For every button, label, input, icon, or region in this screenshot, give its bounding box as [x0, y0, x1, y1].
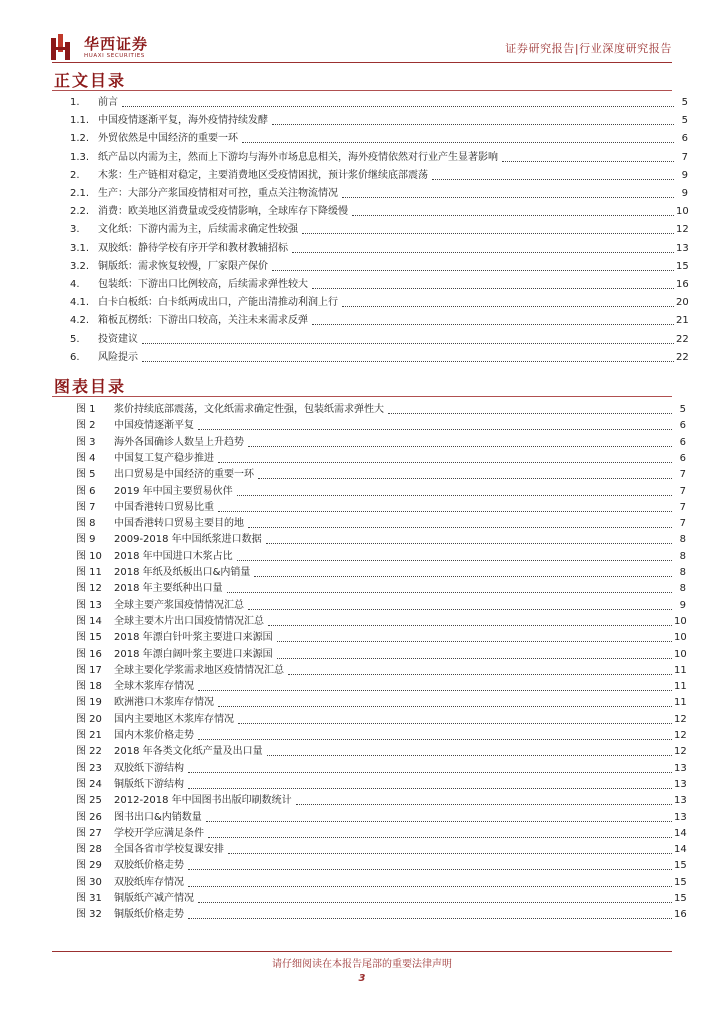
entry-number: 图 24: [76, 778, 102, 790]
entry-page: 13: [676, 242, 689, 254]
entry-page: 10: [676, 206, 689, 218]
entry-page: 5: [681, 97, 688, 108]
toc-entry[interactable]: [70, 114, 688, 128]
dot-leader: [254, 575, 672, 577]
entry-page: 7: [679, 501, 686, 513]
entry-number: 4.1.: [70, 297, 90, 309]
entry-number: 图 32: [76, 909, 102, 921]
entry-number: 图 23: [76, 762, 102, 774]
entry-number: 图 17: [76, 664, 102, 676]
dot-leader: [432, 178, 674, 180]
entry-label: 木浆：生产链相对稳定，主要消费地区受疫情困扰，预计浆价继续底部震荡: [98, 169, 428, 181]
toc-title-divider: [52, 90, 672, 91]
entry-label: 国内木浆价格走势: [114, 730, 194, 741]
entry-number: 图 26: [76, 811, 102, 823]
entry-number: 图 4: [76, 452, 96, 464]
figure-entry[interactable]: [76, 550, 686, 564]
entry-number: 图 14: [76, 615, 102, 627]
entry-page: 11: [674, 697, 687, 709]
entry-label: 双胶纸下游结构: [114, 762, 184, 774]
dot-leader: [142, 360, 674, 362]
entry-page: 12: [676, 224, 689, 236]
figure-entry[interactable]: [76, 745, 686, 759]
entry-number: 图 20: [76, 713, 102, 725]
entry-label: 铜版纸价格走势: [114, 909, 184, 921]
entry-label: 2009-2018 年中国纸浆进口数据: [114, 534, 262, 546]
page-header: [0, 0, 724, 68]
page-number: 3: [358, 973, 366, 984]
entry-label: 生产：大部分产浆国疫情相对可控，重点关注物流情况: [98, 188, 338, 199]
dot-leader: [188, 787, 672, 789]
entry-number: 图 13: [76, 599, 102, 611]
figure-entry[interactable]: [76, 648, 686, 662]
entry-page: 15: [674, 893, 687, 904]
toc-entry[interactable]: [70, 132, 688, 146]
entry-label: 2012-2018 年中国图书出版印刷数统计: [114, 795, 292, 807]
entry-number: 2.: [70, 169, 80, 181]
toc-entry[interactable]: [70, 278, 688, 292]
entry-number: 4.: [70, 279, 80, 290]
entry-page: 10: [674, 648, 687, 660]
dot-leader: [268, 624, 672, 626]
figure-entry[interactable]: [76, 501, 686, 515]
entry-number: 图 3: [76, 436, 96, 448]
entry-label: 白卡白板纸：白卡纸两成出口，产能出清推动利润上行: [98, 297, 338, 309]
entry-number: 图 6: [76, 485, 96, 497]
figure-entry[interactable]: [76, 403, 686, 417]
entry-label: 纸产品以内需为主，然而上下游均与海外市场息息相关，海外疫情依然对行业产生显著影响: [98, 151, 498, 163]
toc-entry[interactable]: [70, 260, 688, 274]
entry-number: 图 5: [76, 469, 96, 481]
company-name: 华西证券: [84, 35, 149, 53]
dot-leader: [198, 689, 672, 691]
dot-leader: [248, 526, 672, 528]
entry-label: 消费：欧美地区消费量或受疫情影响，全球库存下降缓慢: [98, 206, 348, 218]
dot-leader: [188, 885, 672, 887]
entry-number: 图 1: [76, 404, 96, 415]
dot-leader: [266, 542, 672, 544]
entry-page: 7: [679, 518, 686, 530]
entry-page: 12: [674, 746, 687, 758]
entry-page: 10: [674, 632, 687, 644]
figure-entry[interactable]: [76, 615, 686, 629]
entry-label: 中国香港转口贸易主要目的地: [114, 518, 244, 530]
entry-number: 1.: [70, 97, 80, 108]
entry-label: 全球主要木片出口国疫情情况汇总: [114, 615, 264, 627]
toc-entry[interactable]: [70, 151, 688, 165]
dot-leader: [258, 477, 672, 479]
figure-entry[interactable]: [76, 713, 686, 727]
entry-number: 图 27: [76, 827, 102, 839]
entry-page: 6: [679, 420, 686, 432]
dot-leader: [342, 196, 674, 198]
entry-number: 2.2.: [70, 206, 90, 218]
entry-label: 中国疫情逐渐平复: [114, 420, 194, 432]
dot-leader: [272, 269, 674, 271]
entry-number: 1.1.: [70, 115, 90, 127]
entry-label: 浆价持续底部震荡，文化纸需求确定性强，包装纸需求弹性大: [114, 404, 384, 415]
entry-number: 图 10: [76, 550, 102, 562]
entry-page: 12: [674, 713, 687, 725]
figure-entry[interactable]: [76, 811, 686, 825]
entry-page: 15: [674, 876, 687, 888]
footer-divider: [52, 951, 672, 952]
figures-title: 图表目录: [54, 377, 127, 396]
entry-label: 外贸依然是中国经济的重要一环: [98, 133, 238, 145]
entry-label: 双胶纸：静待学校有序开学和教材教辅招标: [98, 242, 288, 254]
entry-page: 8: [679, 583, 686, 595]
dot-leader: [218, 461, 672, 463]
dot-leader: [267, 754, 672, 756]
figure-entry[interactable]: [76, 468, 686, 482]
entry-label: 国内主要地区木浆库存情况: [114, 713, 234, 725]
figure-entry[interactable]: [76, 533, 686, 547]
entry-label: 2018 年主要纸种出口量: [114, 583, 223, 595]
dot-leader: [388, 412, 672, 414]
entry-number: 5.: [70, 333, 80, 345]
entry-number: 图 7: [76, 501, 96, 513]
entry-page: 8: [679, 534, 686, 546]
figure-entry[interactable]: [76, 485, 686, 499]
figure-entry[interactable]: [76, 876, 686, 890]
entry-page: 13: [674, 778, 687, 790]
toc-entry[interactable]: [70, 333, 688, 347]
figure-entry[interactable]: [76, 680, 686, 694]
dot-leader: [277, 640, 672, 642]
entry-label: 双胶纸库存情况: [114, 876, 184, 888]
entry-number: 图 11: [76, 567, 102, 578]
toc-entry[interactable]: [70, 187, 688, 201]
entry-number: 图 21: [76, 730, 102, 741]
dot-leader: [248, 608, 672, 610]
dot-leader: [227, 591, 672, 593]
entry-page: 7: [679, 469, 686, 481]
entry-page: 22: [676, 351, 689, 363]
figure-entry[interactable]: [76, 436, 686, 450]
dot-leader: [312, 323, 674, 325]
dot-leader: [352, 214, 674, 216]
entry-page: 11: [674, 681, 687, 693]
entry-page: 22: [676, 333, 689, 345]
entry-label: 铜版纸产减产情况: [114, 893, 194, 904]
figure-entry[interactable]: [76, 566, 686, 580]
entry-number: 4.2.: [70, 315, 90, 327]
dot-leader: [218, 510, 672, 512]
figure-entry[interactable]: [76, 762, 686, 776]
entry-label: 包装纸：下游出口比例较高，后续需求弹性较大: [98, 279, 308, 290]
figure-entry[interactable]: [76, 517, 686, 531]
entry-page: 15: [674, 860, 687, 872]
entry-page: 8: [679, 567, 686, 578]
entry-page: 6: [681, 133, 688, 145]
entry-number: 图 16: [76, 648, 102, 660]
entry-page: 13: [674, 762, 687, 774]
entry-number: 图 22: [76, 746, 102, 758]
entry-page: 11: [674, 664, 687, 676]
figure-entry[interactable]: [76, 419, 686, 433]
header-divider: [52, 62, 672, 63]
entry-label: 前言: [98, 97, 118, 108]
entry-number: 图 9: [76, 534, 96, 546]
entry-page: 9: [679, 599, 686, 611]
entry-page: 13: [674, 811, 687, 823]
entry-label: 2018 年漂白针叶浆主要进口来源国: [114, 632, 273, 644]
entry-number: 图 28: [76, 844, 102, 856]
legal-notice: 请仔细阅读在本报告尾部的重要法律声明: [272, 959, 452, 970]
entry-label: 铜版纸下游结构: [114, 778, 184, 790]
entry-page: 8: [679, 550, 686, 562]
entry-page: 20: [676, 297, 689, 309]
entry-label: 中国香港转口贸易比重: [114, 501, 214, 513]
entry-page: 5: [681, 115, 688, 127]
figure-entry[interactable]: [76, 599, 686, 613]
entry-page: 7: [679, 485, 686, 497]
dot-leader: [296, 803, 672, 805]
entry-label: 双胶纸价格走势: [114, 860, 184, 872]
dot-leader: [242, 141, 674, 143]
dot-leader: [208, 836, 672, 838]
entry-number: 1.3.: [70, 151, 90, 163]
toc-entry[interactable]: [70, 242, 688, 256]
entry-page: 10: [674, 615, 687, 627]
entry-label: 2018 年漂白阔叶浆主要进口来源国: [114, 648, 273, 660]
entry-number: 图 25: [76, 795, 102, 807]
entry-label: 全球主要产浆国疫情情况汇总: [114, 599, 244, 611]
dot-leader: [188, 917, 672, 919]
entry-label: 箱板瓦楞纸：下游出口较高，关注未来需求反弹: [98, 315, 308, 327]
entry-number: 图 15: [76, 632, 102, 644]
entry-label: 图书出口&内销数量: [114, 811, 202, 823]
dot-leader: [228, 852, 672, 854]
entry-label: 2018 年各类文化纸产量及出口量: [114, 746, 263, 758]
entry-number: 图 30: [76, 876, 102, 888]
entry-label: 2019 年中国主要贸易伙伴: [114, 485, 233, 497]
entry-number: 图 2: [76, 420, 96, 432]
figure-entry[interactable]: [76, 696, 686, 710]
entry-label: 文化纸：下游内需为主，后续需求确定性较强: [98, 224, 298, 236]
figures-title-divider: [52, 396, 672, 397]
entry-page: 21: [676, 315, 689, 327]
dot-leader: [218, 705, 672, 707]
entry-number: 6.: [70, 351, 80, 363]
entry-number: 图 12: [76, 583, 102, 595]
dot-leader: [272, 123, 674, 125]
entry-page: 6: [679, 436, 686, 448]
entry-page: 12: [674, 730, 687, 741]
entry-number: 图 8: [76, 518, 96, 530]
dot-leader: [238, 722, 672, 724]
company-name-en: HUAXI SECURITIES: [84, 53, 145, 59]
dot-leader: [292, 251, 674, 253]
entry-number: 1.2.: [70, 133, 90, 145]
entry-page: 6: [679, 452, 686, 464]
dot-leader: [206, 820, 672, 822]
toc-entry[interactable]: [70, 169, 688, 183]
toc-entry[interactable]: [70, 223, 688, 237]
entry-label: 出口贸易是中国经济的重要一环: [114, 469, 254, 481]
dot-leader: [188, 868, 672, 870]
figure-entry[interactable]: [76, 452, 686, 466]
entry-label: 全球主要化学浆需求地区疫情情况汇总: [114, 664, 284, 676]
huaxi-logo-icon: [51, 34, 73, 60]
entry-label: 投资建议: [98, 333, 138, 345]
toc-entry[interactable]: [70, 296, 688, 310]
entry-number: 2.1.: [70, 188, 90, 199]
dot-leader: [312, 287, 674, 289]
toc-entry[interactable]: [70, 314, 688, 328]
entry-label: 风险提示: [98, 351, 138, 363]
entry-label: 全球木浆库存情况: [114, 681, 194, 693]
entry-number: 图 19: [76, 697, 102, 709]
report-type: 证券研究报告|行业深度研究报告: [505, 42, 672, 55]
entry-page: 14: [674, 844, 687, 856]
toc-entry[interactable]: [70, 351, 688, 365]
figure-entry[interactable]: [76, 794, 686, 808]
dot-leader: [342, 305, 674, 307]
entry-page: 5: [679, 404, 686, 415]
figure-entry[interactable]: [76, 827, 686, 841]
entry-page: 13: [674, 795, 687, 807]
entry-number: 3.1.: [70, 242, 90, 254]
entry-label: 全国各省市学校复课安排: [114, 844, 224, 856]
dot-leader: [142, 342, 674, 344]
dot-leader: [237, 559, 672, 561]
dot-leader: [302, 232, 674, 234]
figure-entry[interactable]: [76, 843, 686, 857]
figure-entry[interactable]: [76, 582, 686, 596]
entry-number: 图 31: [76, 893, 102, 904]
toc-entry[interactable]: [70, 96, 688, 110]
entry-page: 16: [674, 909, 687, 921]
dot-leader: [277, 657, 672, 659]
entry-page: 9: [681, 188, 688, 199]
entry-label: 铜版纸：需求恢复较慢，厂家限产保价: [98, 260, 268, 272]
entry-label: 中国疫情逐渐平复，海外疫情持续发酵: [98, 115, 268, 127]
entry-page: 7: [681, 151, 688, 163]
dot-leader: [248, 445, 672, 447]
dot-leader: [237, 494, 672, 496]
entry-page: 9: [681, 169, 688, 181]
dot-leader: [502, 160, 674, 162]
toc-title: 正文目录: [54, 71, 127, 90]
entry-label: 海外各国确诊人数呈上升趋势: [114, 436, 244, 448]
figure-entry[interactable]: [76, 892, 686, 906]
toc-entry[interactable]: [70, 205, 688, 219]
entry-label: 2018 年中国进口木浆占比: [114, 550, 233, 562]
dot-leader: [122, 105, 674, 107]
figure-entry[interactable]: [76, 778, 686, 792]
dot-leader: [288, 673, 672, 675]
entry-label: 中国复工复产稳步推进: [114, 452, 214, 464]
figure-entry[interactable]: [76, 631, 686, 645]
entry-number: 3.: [70, 224, 80, 236]
dot-leader: [198, 901, 672, 903]
dot-leader: [188, 771, 672, 773]
entry-page: 16: [676, 279, 689, 290]
entry-label: 欧洲港口木浆库存情况: [114, 697, 214, 709]
figure-entry[interactable]: [76, 908, 686, 922]
entry-label: 学校开学应满足条件: [114, 827, 204, 839]
entry-page: 15: [676, 260, 689, 272]
entry-number: 3.2.: [70, 260, 90, 272]
dot-leader: [198, 738, 672, 740]
dot-leader: [198, 428, 672, 430]
figure-entry[interactable]: [76, 664, 686, 678]
entry-label: 2018 年纸及纸板出口&内销量: [114, 567, 251, 578]
entry-number: 图 29: [76, 860, 102, 872]
figure-entry[interactable]: [76, 859, 686, 873]
entry-page: 14: [674, 827, 687, 839]
entry-number: 图 18: [76, 681, 102, 693]
figure-entry[interactable]: [76, 729, 686, 743]
